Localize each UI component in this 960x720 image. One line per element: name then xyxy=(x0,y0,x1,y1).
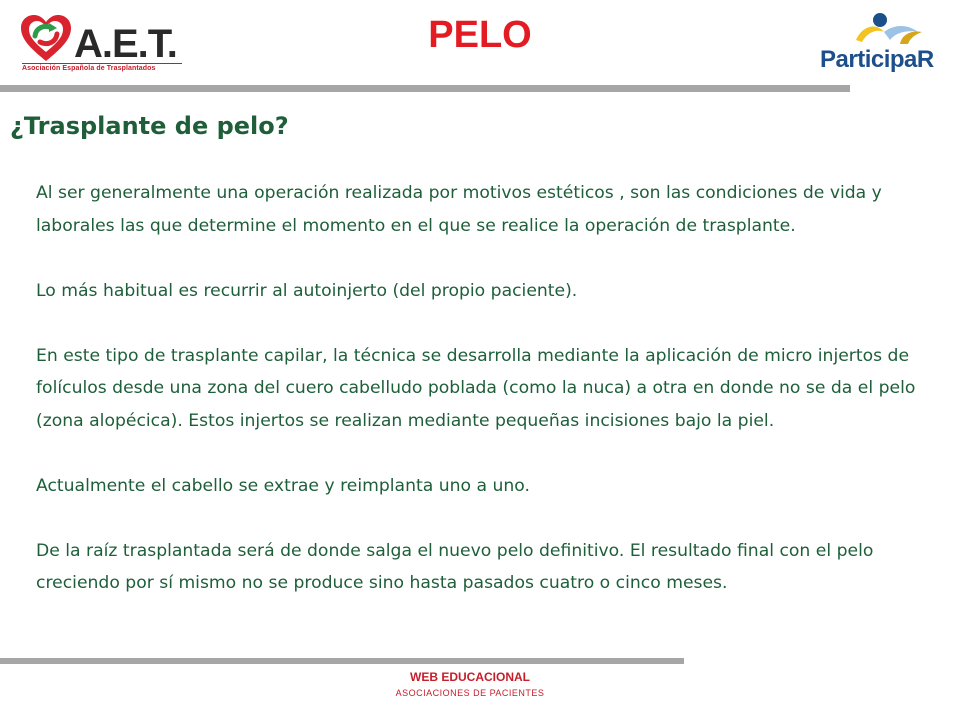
article-body xyxy=(36,177,926,600)
aet-logo-subtitle: Asociación Española de Trasplantados xyxy=(22,63,182,72)
participar-logo-text: ParticipaR xyxy=(820,46,934,73)
aet-logo-name: A.E.T. xyxy=(74,22,177,66)
paragraph: En este tipo de trasplante capilar, la técnica se desarrolla mediante la aplicación de micro injertos de folículos desde una zona del cuero cabelludo poblada (como la nuca) a otra en donde no se da el pelo (zona alopécica). Estos injertos se realizan mediante pequeñas incisiones bajo la piel. xyxy=(36,345,916,431)
participar-people-icon xyxy=(850,10,934,46)
paragraph: Actualmente el cabello se extrae y reimplanta uno a uno. xyxy=(36,475,530,496)
header-divider xyxy=(0,85,850,92)
paragraph: Al ser generalmente una operación realizada por motivos estéticos , son las condiciones de vida y laborales las que determine el momento en el que se realice la operación de trasplante. xyxy=(36,183,882,236)
footer-title: WEB EDUCACIONAL xyxy=(410,670,530,684)
footer-subtitle: ASOCIACIONES DE PACIENTES xyxy=(395,688,545,698)
footer xyxy=(0,669,940,701)
paragraph: Lo más habitual es recurrir al autoinjerto (del propio paciente). xyxy=(36,280,578,301)
section-heading: ¿Trasplante de pelo? xyxy=(10,112,289,140)
page-title: PELO xyxy=(428,14,532,56)
footer-divider xyxy=(0,658,684,664)
participar-logo xyxy=(816,10,940,74)
paragraph: De la raíz trasplantada será de donde salga el nuevo pelo definitivo. El resultado final con el pelo creciendo por sí mismo no se produce sino hasta pasados cuatro o cinco meses. xyxy=(36,540,874,593)
